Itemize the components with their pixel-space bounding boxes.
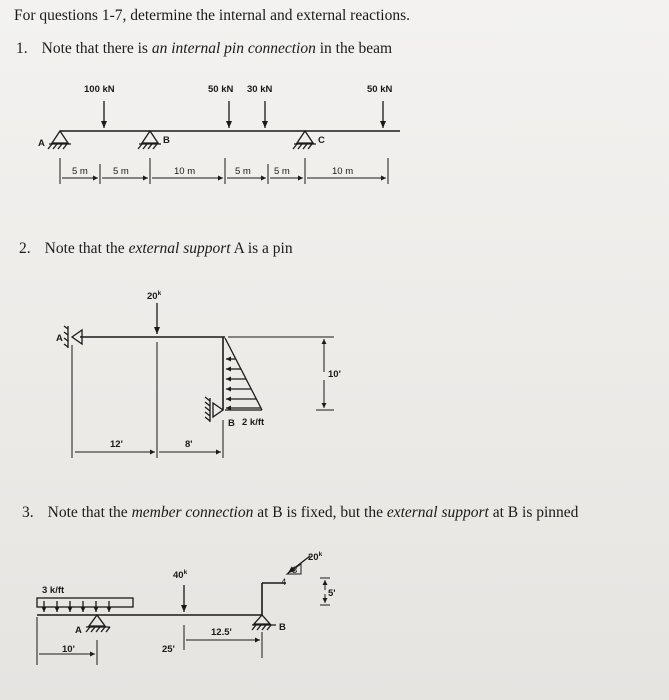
load-label-50kn: 50 kN (208, 84, 234, 95)
dim-label-12-5ft: 12.5' (211, 627, 232, 638)
figure-3-labels (42, 551, 336, 655)
load-label-30kn: 30 kN (247, 84, 273, 95)
support-label-a: A (56, 333, 63, 344)
figure-2-frame-diagram (64, 303, 334, 458)
triangular-distributed-load (225, 338, 262, 410)
support-label-a: A (75, 625, 82, 636)
dim-label-12ft: 12' (110, 439, 123, 450)
load-label-50kn-end: 50 kN (367, 84, 393, 95)
support-label-b: B (163, 135, 170, 146)
dimension-lines-2 (72, 342, 223, 458)
dim-label-5m-a: 5 m (72, 166, 88, 177)
dimension-lines-3 (37, 617, 262, 665)
dim-label-10m-b: 10 m (332, 166, 354, 177)
support-label-b: B (228, 418, 235, 429)
load-label-40k: 40$^k$ (173, 569, 188, 581)
support-label-b: B (279, 622, 286, 633)
figure-2-labels (56, 290, 341, 450)
question-3-number: 3. (22, 504, 34, 521)
uniform-distributed-load (37, 598, 133, 612)
dim-label-5m-d: 5 m (274, 166, 290, 177)
support-b-icon (138, 131, 161, 149)
slope-label-3: 3 (292, 565, 298, 576)
dim-label-10ft: 10' (62, 644, 75, 655)
dim-label-10ft: 10' (328, 369, 341, 380)
question-2-text: 2. Note that the external support A is a pin (19, 240, 293, 257)
dim-label-5m-b: 5 m (113, 166, 129, 177)
support-b-icon (205, 397, 223, 422)
dim-label-5ft: 5' (328, 588, 336, 599)
support-label-a: A (38, 138, 45, 149)
support-c-icon (293, 131, 316, 149)
load-label-20k: 20$^k$ (147, 290, 162, 302)
load-label-20k: 20$^k$ (308, 551, 323, 563)
support-b-icon (252, 615, 276, 630)
dim-label-5m-c: 5 m (235, 166, 251, 177)
support-label-c: C (318, 135, 325, 146)
dim-label-10m-a: 10 m (174, 166, 196, 177)
question-2-number: 2. (19, 240, 31, 257)
support-a-icon (64, 326, 82, 348)
question-3-text: 3. Note that the member connection at B is fixed, but the external support at B is pinned (22, 504, 579, 521)
distributed-load-label: 2 k/ft (242, 417, 265, 428)
dim-label-8ft: 8' (185, 439, 193, 450)
distributed-load-label: 3 k/ft (42, 585, 65, 596)
question-1-number: 1. (16, 40, 28, 57)
instructions-header: For questions 1-7, determine the internal and external reactions. (14, 7, 410, 24)
dim-label-25ft: 25' (162, 644, 175, 655)
support-a-icon (48, 131, 71, 149)
question-1-text: 1. Note that there is an internal pin connection in the beam (16, 40, 393, 57)
load-label-100kn: 100 kN (84, 84, 115, 95)
support-a-icon (86, 615, 110, 632)
slope-label-4: 4 (281, 577, 287, 588)
